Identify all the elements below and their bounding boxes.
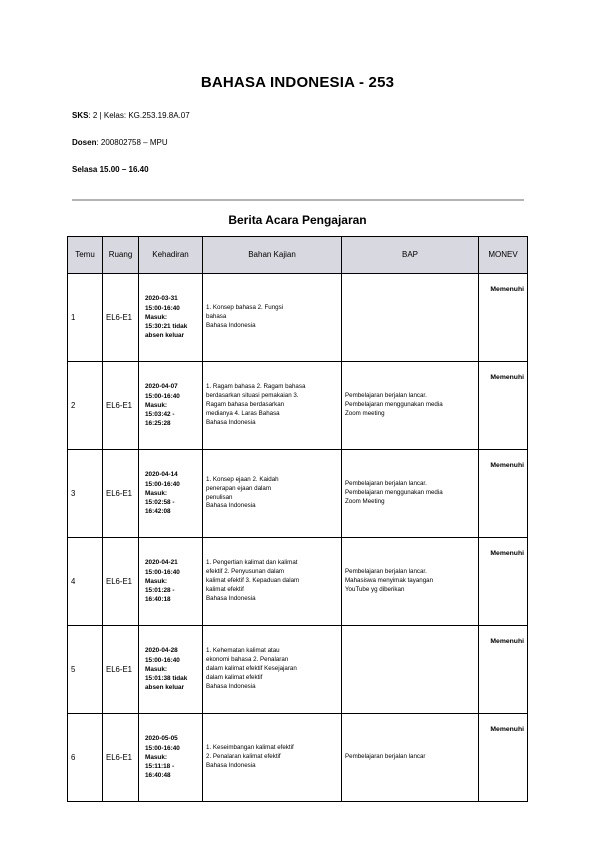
table-header-row xyxy=(68,237,528,274)
kehadiran-line: 16:40:18 xyxy=(145,596,171,604)
cell-ruang: EL6-E1 xyxy=(103,538,139,626)
bap-line: Mahasiswa menyimak tayangan xyxy=(345,577,434,584)
bahan-line: kalimat efektif 3. Kepaduan dalam xyxy=(206,577,300,584)
bap-line: Pembelajaran menggunakan media xyxy=(345,489,443,496)
kehadiran-line: 2020-04-28 xyxy=(145,647,178,655)
cell-bahan-kajian xyxy=(203,538,342,626)
cell-bahan-kajian xyxy=(203,274,342,362)
bap-line: Pembelajaran berjalan lancar. xyxy=(345,480,427,488)
dosen-label: Dosen xyxy=(72,138,97,147)
sks-label: SKS xyxy=(72,111,89,120)
kehadiran-line: 2020-04-21 xyxy=(145,559,178,567)
kehadiran-line: 15:00-16:40 xyxy=(145,744,180,752)
bahan-line: berdasarkan situasi pemakaian 3. xyxy=(206,392,299,400)
table-row xyxy=(68,274,528,362)
cell-kehadiran xyxy=(139,450,203,538)
kehadiran-line: 16:40:48 xyxy=(145,772,171,780)
bahan-line: 1. Konsep bahasa 2. Fungsi xyxy=(206,304,284,312)
cell-monev: Memenuhi xyxy=(479,714,528,802)
kehadiran-line: 2020-04-07 xyxy=(145,383,178,391)
bahan-line: ekonomi bahasa 2. Penalaran xyxy=(206,656,289,664)
cell-ruang: EL6-E1 xyxy=(103,714,139,802)
bahan-line: Bahasa Indonesia xyxy=(206,502,256,510)
kehadiran-line: 15:03:42 - xyxy=(145,411,175,419)
sks-value: : 2 | Kelas: KG.253.19.8A.07 xyxy=(88,111,190,120)
cell-temu: 5 xyxy=(68,626,103,714)
table-row xyxy=(68,714,528,802)
bahan-line: 1. Keseimbangan kalimat efektif xyxy=(206,744,294,752)
cell-temu: 4 xyxy=(68,538,103,626)
header-monev: MONEV xyxy=(479,237,528,274)
kehadiran-line: 15:01:28 - xyxy=(145,587,175,595)
kehadiran-line: Masuk: xyxy=(145,753,168,761)
bahan-line: efektif 2. Penyusunan dalam xyxy=(206,568,285,576)
kehadiran-line: 15:00-16:40 xyxy=(145,480,180,488)
bap-line: Zoom meeting xyxy=(345,409,385,417)
bahan-line: 1. Kehematan kalimat atau xyxy=(206,647,280,655)
bahan-line: kalimat efektif xyxy=(206,585,244,593)
bahan-line: 1. Ragam bahasa 2. Ragam bahasa xyxy=(206,383,306,391)
bahan-line: dalam kalimat efektif xyxy=(206,673,263,681)
dosen-value: : 200802758 – MPU xyxy=(96,138,168,147)
cell-monev: Memenuhi xyxy=(479,538,528,626)
cell-ruang: EL6-E1 xyxy=(103,274,139,362)
cell-monev: Memenuhi xyxy=(479,626,528,714)
header-bahan-kajian: Bahan Kajian xyxy=(203,237,342,274)
cell-monev: Memenuhi xyxy=(479,362,528,450)
kehadiran-line: 15:01:38 tidak xyxy=(145,675,188,683)
bap-line: YouTube yg diberikan xyxy=(345,585,405,593)
bap-line: Pembelajaran menggunakan media xyxy=(345,401,443,408)
cell-bap xyxy=(342,274,479,362)
bahan-line: bahasa xyxy=(206,313,227,320)
bahan-line: medianya 4. Laras Bahasa xyxy=(206,409,280,417)
cell-bahan-kajian xyxy=(203,450,342,538)
kehadiran-line: 15:30:21 tidak xyxy=(145,323,188,331)
bahan-line: Bahasa Indonesia xyxy=(206,761,256,769)
cell-ruang: EL6-E1 xyxy=(103,362,139,450)
cell-kehadiran xyxy=(139,626,203,714)
cell-ruang: EL6-E1 xyxy=(103,626,139,714)
cell-bap xyxy=(342,626,479,714)
bap-line: Pembelajaran berjalan lancar xyxy=(345,753,426,760)
table-row xyxy=(68,538,528,626)
table-row xyxy=(68,362,528,450)
cell-bap xyxy=(342,362,479,450)
kehadiran-line: 16:42:08 xyxy=(145,508,171,516)
kehadiran-line: 15:11:18 - xyxy=(145,763,175,771)
cell-monev: Memenuhi xyxy=(479,274,528,362)
cell-bap xyxy=(342,450,479,538)
cell-monev: Memenuhi xyxy=(479,450,528,538)
kehadiran-line: Masuk: xyxy=(145,401,168,409)
cell-kehadiran xyxy=(139,714,203,802)
bahan-line: 2. Penalaran kalimat efektif xyxy=(206,753,281,760)
header-bap: BAP xyxy=(342,237,479,274)
bahan-line: penerapan ejaan dalam xyxy=(206,484,272,492)
bahan-line: 1. Pengertian kalimat dan kalimat xyxy=(206,559,298,567)
bap-line: Pembelajaran berjalan lancar. xyxy=(345,568,427,576)
cell-kehadiran xyxy=(139,274,203,362)
table-row xyxy=(68,626,528,714)
kehadiran-line: Masuk: xyxy=(145,313,168,321)
bahan-line: Bahasa Indonesia xyxy=(206,418,256,426)
kehadiran-line: 15:00-16:40 xyxy=(145,304,180,312)
divider xyxy=(72,199,524,201)
cell-temu: 6 xyxy=(68,714,103,802)
bap-table xyxy=(67,236,528,802)
table-row xyxy=(68,450,528,538)
kehadiran-line: 15:00-16:40 xyxy=(145,568,180,576)
schedule: Selasa 15.00 – 16.40 xyxy=(72,165,149,174)
kehadiran-line: 16:25:28 xyxy=(145,420,171,428)
kehadiran-line: 15:00-16:40 xyxy=(145,392,180,400)
kehadiran-line: absen keluar xyxy=(145,332,185,340)
header-ruang: Ruang xyxy=(103,237,139,274)
bahan-line: 1. Konsep ejaan 2. Kaidah xyxy=(206,475,279,483)
bahan-line: Bahasa Indonesia xyxy=(206,594,256,602)
kehadiran-line: 2020-04-14 xyxy=(145,471,178,479)
kehadiran-line: 15:00-16:40 xyxy=(145,656,180,664)
sks-line xyxy=(72,111,190,120)
bahan-line: Bahasa Indonesia xyxy=(206,321,256,329)
cell-kehadiran xyxy=(139,538,203,626)
bap-line: Zoom Meeting xyxy=(345,497,385,505)
cell-temu: 3 xyxy=(68,450,103,538)
dosen-line xyxy=(72,138,168,147)
header-kehadiran: Kehadiran xyxy=(139,237,203,274)
course-title: BAHASA INDONESIA - 253 xyxy=(200,74,395,91)
bahan-line: Bahasa Indonesia xyxy=(206,682,256,690)
cell-bahan-kajian xyxy=(203,362,342,450)
kehadiran-line: absen keluar xyxy=(145,684,185,692)
bap-line: Pembelajaran berjalan lancar. xyxy=(345,392,427,400)
section-title: Berita Acara Pengajaran xyxy=(228,213,367,227)
cell-bahan-kajian xyxy=(203,714,342,802)
bahan-line: dalam kalimat efektif Kesejajaran xyxy=(206,665,297,672)
cell-bahan-kajian xyxy=(203,626,342,714)
bahan-line: Ragam bahasa berdasarkan xyxy=(206,401,285,408)
cell-bap xyxy=(342,714,479,802)
cell-temu: 1 xyxy=(68,274,103,362)
kehadiran-line: 15:02:58 - xyxy=(145,499,175,507)
kehadiran-line: Masuk: xyxy=(145,577,168,585)
cell-bap xyxy=(342,538,479,626)
kehadiran-line: Masuk: xyxy=(145,489,168,497)
cell-ruang: EL6-E1 xyxy=(103,450,139,538)
kehadiran-line: Masuk: xyxy=(145,665,168,673)
cell-kehadiran xyxy=(139,362,203,450)
header-temu: Temu xyxy=(68,237,103,274)
kehadiran-line: 2020-05-05 xyxy=(145,735,178,743)
bahan-line: penulisan xyxy=(206,493,233,501)
kehadiran-line: 2020-03-31 xyxy=(145,295,178,303)
cell-temu: 2 xyxy=(68,362,103,450)
